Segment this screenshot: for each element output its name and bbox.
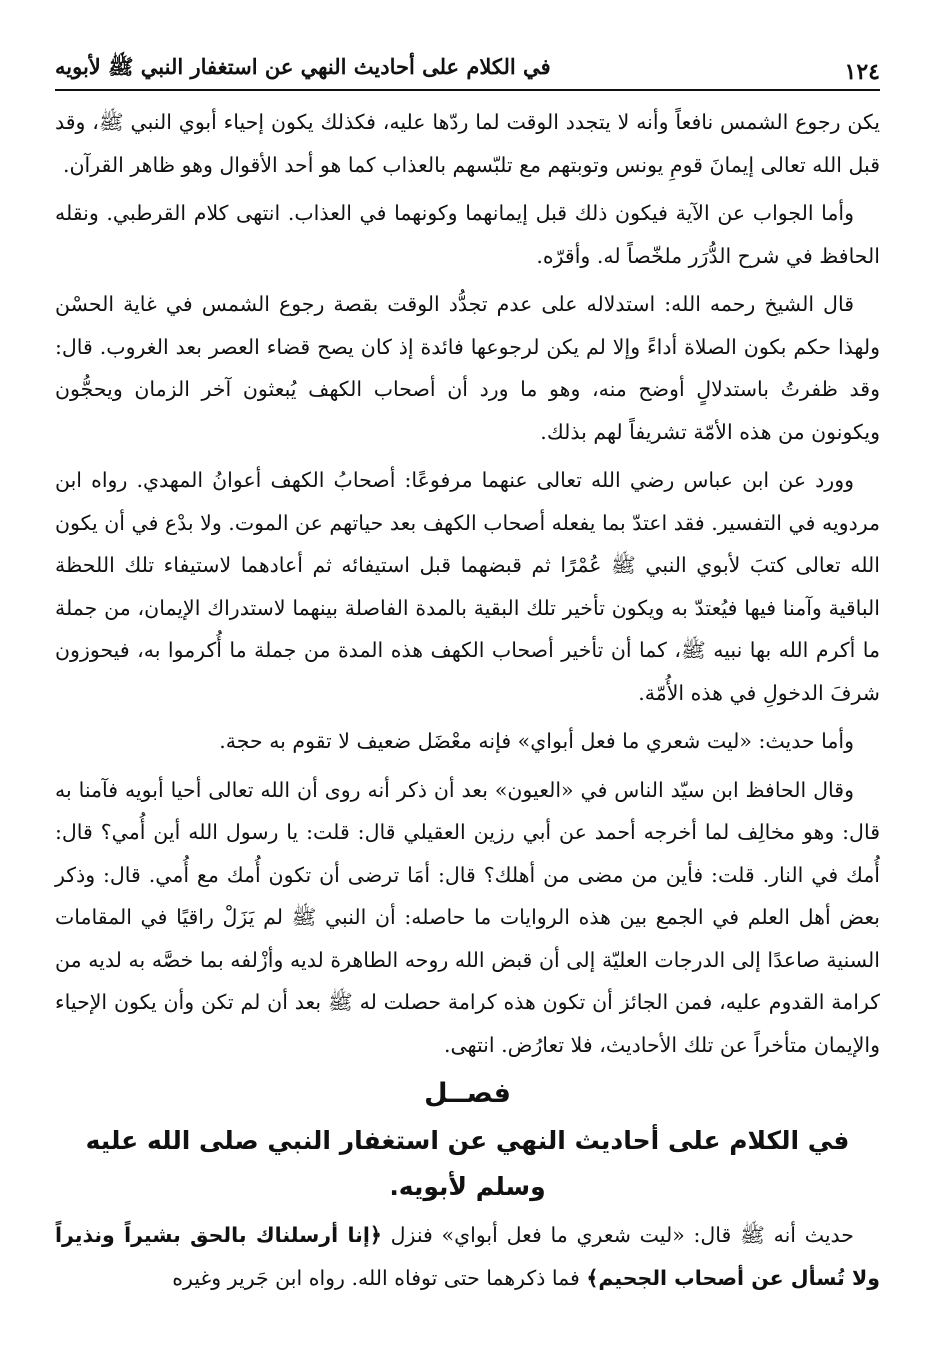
paragraph-3: قال الشيخ رحمه الله: استدلاله على عدم تجدُّد الوقت بقصة رجوع الشمس في غاية الحسْن ولهذا حكم بكون الصلاة أداءً وإلا لم يكن لرجوعها فائدة إذ كان يصح قضاء العصر بعد الغروب. قال: وقد ظفرتُ باستدلالٍ أوضح منه، وهو ما ورد أن أصحاب الكهف يُبعثون آخر الزمان ويحجُّون ويكونون من هذه الأمّة تشريفاً لهم بذلك. — [55, 292, 880, 444]
paragraph-4: وورد عن ابن عباس رضي الله تعالى عنهما مرفوعًا: أصحابُ الكهف أعوانُ المهدي. رواه ابن مردويه في التفسير. فقد اعتدّ بما يفعله أصحاب الكهف بعد حياتهم عن الموت. ولا بدْع في أن يكون الله تعالى كتبَ لأبوي النبي ﷺ عُمْرًا ثم قبضهما قبل استيفائه ثم أعادهما لاستيفاء تلك اللحظة الباقية وآمنا فيها فيُعتدّ به ويكون تأخير تلك البقية بالمدة الفاصلة بينهما لاستدراك الإيمان، من جملة ما أكرم الله بها نبيه ﷺ، كما أن تأخير أصحاب الكهف هذه المدة من جملة ما أُكرموا به، فيحوزون شرفَ الدخولِ في هذه الأُمّة. — [55, 468, 880, 705]
book-page — [55, 55, 880, 1335]
page-body — [55, 101, 880, 1299]
paragraph-1: يكن رجوع الشمس نافعاً وأنه لا يتجدد الوقت لما ردّها عليه، فكذلك يكون إحياء أبوي النبي ﷺ، وقد قبل الله تعالى إيمانَ قومِ يونس وتوبتهم مع تلبّسهم بالعذاب كما هو أحد الأقوال وهو ظاهر القرآن. — [55, 110, 880, 177]
closing-tail: فما ذكرهما حتى توفاه الله. رواه ابن جَرير وغيره — [172, 1265, 587, 1290]
closing-paragraph — [55, 1214, 880, 1299]
section-title: في الكلام على أحاديث النهي عن استغفار النبي صلى الله عليه وسلم لأبويه. — [85, 1126, 850, 1201]
page-header — [55, 55, 880, 91]
closing-lead: حديث أنه ﷺ قال: «ليت شعري ما فعل أبواي» فنزل — [381, 1223, 854, 1247]
paragraph-5: وأما حديث: «ليت شعري ما فعل أبواي» فإنه معْضَل ضعيف لا تقوم به حجة. — [219, 729, 854, 753]
paragraph-2: وأما الجواب عن الآية فيكون ذلك قبل إيمانهما وكونهما في العذاب. انتهى كلام القرطبي. ونقله الحافظ في شرح الدُّرَر ملخّصاً له. وأقرّه. — [55, 201, 880, 268]
quran-verse: ﴿إنا أرسلناك بالحق بشيراً ونذيراً ولا تُسأل عن أصحاب الجحيم﴾ — [55, 1223, 880, 1290]
running-head: في الكلام على أحاديث النهي عن استغفار النبي ﷺ لأبويه — [55, 54, 551, 79]
paragraph-6: وقال الحافظ ابن سيّد الناس في «العيون» بعد أن ذكر أنه روى أن الله تعالى أحيا أبويه فآمنا به قال: وهو مخالِف لما أخرجه أحمد عن أبي رزين العقيلي قال: قلت: يا رسول الله أين أُمي؟ قال: أُمك في النار. قلت: فأين من مضى من أهلك؟ قال: أمَا ترضى أن تكون أُمك مع أُمي. قال: وذكر بعض أهل العلم في الجمع بين هذه الروايات ما حاصله: أن النبي ﷺ لم يَزَلْ راقيًا في المقامات السنية صاعدًا إلى الدرجات العليّة إلى أن قبض الله روحه الطاهرة لديه وأزْلفه بما خصَّه به لديه من كرامة القدوم عليه، فمن الجائز أن تكون هذه كرامة حصلت له ﷺ بعد أن لم تكن وأن يكون الإحياء والإيمان متأخراً عن تلك الأحاديث، فلا تعارُض. انتهى. — [55, 777, 881, 1057]
section-heading: فصــل — [424, 1078, 511, 1109]
page-number: ١٢٤ — [844, 59, 880, 85]
